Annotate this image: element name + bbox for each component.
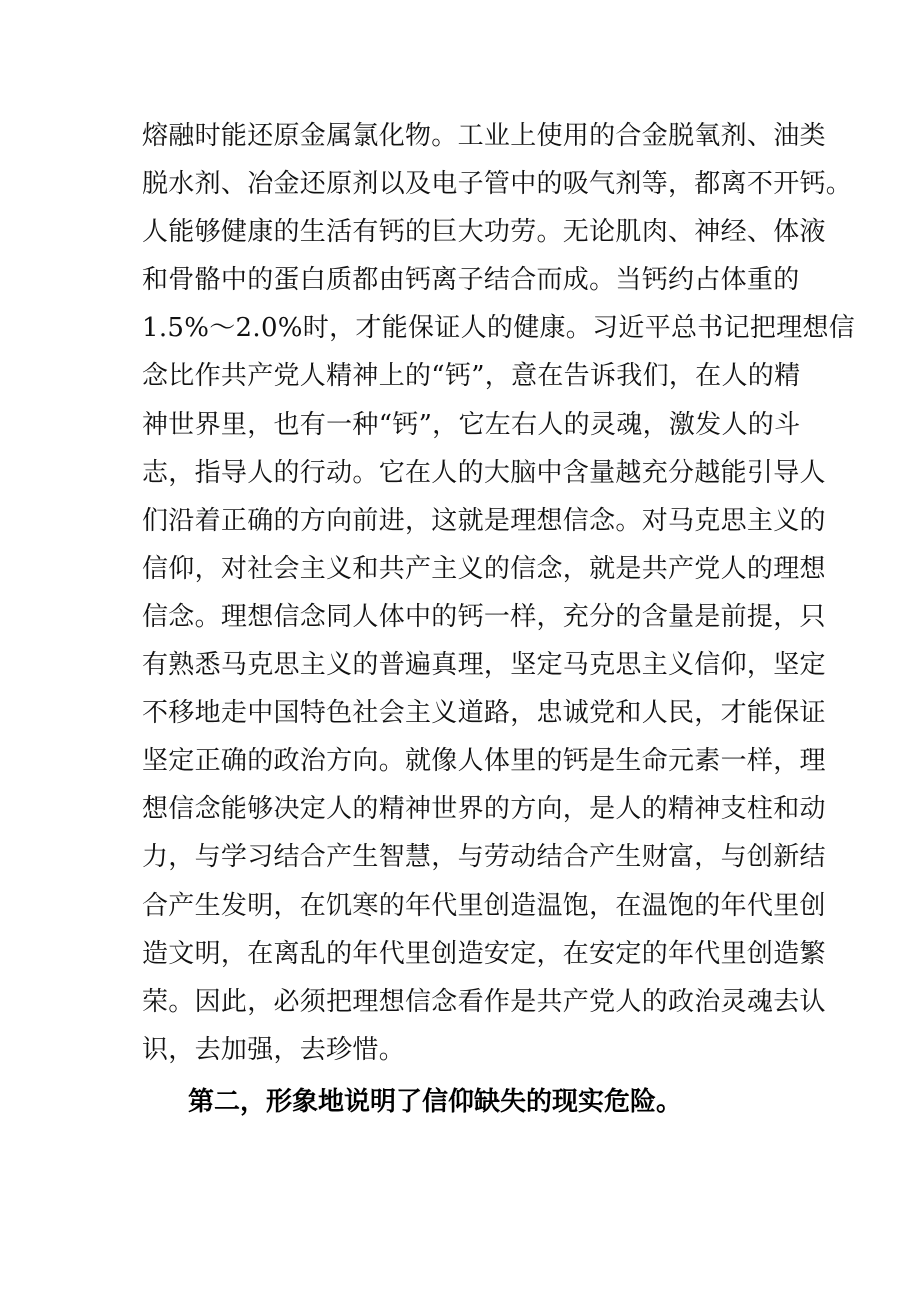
paragraph-line: 念比作共产党人精神上的“钙”，意在告诉我们，在人的精 xyxy=(142,361,801,392)
paragraph-line: 脱水剂、冶金还原剂以及电子管中的吸气剂等，都离不开钙。 xyxy=(142,169,853,200)
paragraph-line: 人能够健康的生活有钙的巨大功劳。无论肌肉、神经、体液 xyxy=(142,217,826,248)
paragraph-line: 力，与学习结合产生智慧，与劳动结合产生财富，与创新结 xyxy=(142,842,826,873)
paragraph-line: 荣。因此，必须把理想信念看作是共产党人的政治灵魂去认 xyxy=(142,986,826,1017)
paragraph-line: 志，指导人的行动。它在人的大脑中含量越充分越能引导人 xyxy=(142,457,826,488)
paragraph-line: 信仰，对社会主义和共产主义的信念，就是共产党人的理想 xyxy=(142,553,826,584)
paragraph-line: 不移地走中国特色社会主义道路，忠诚党和人民，才能保证 xyxy=(142,698,826,729)
section-heading: 第二，形象地说明了信仰缺失的现实危险。 xyxy=(188,1087,683,1117)
paragraph-line: 信念。理想信念同人体中的钙一样，充分的含量是前提，只 xyxy=(142,601,826,632)
paragraph-line: 有熟悉马克思主义的普遍真理，坚定马克思主义信仰，坚定 xyxy=(142,650,826,681)
paragraph-line: 想信念能够决定人的精神世界的方向，是人的精神支柱和动 xyxy=(142,794,826,825)
paragraph-line: 神世界里，也有一种“钙”，它左右人的灵魂，激发人的斗 xyxy=(142,409,801,440)
paragraph-line: 合产生发明，在饥寒的年代里创造温饱，在温饱的年代里创 xyxy=(142,890,826,921)
paragraph-line: 和骨骼中的蛋白质都由钙离子结合而成。当钙约占体重的 xyxy=(142,265,800,296)
paragraph-line: 识，去加强，去珍惜。 xyxy=(142,1034,406,1065)
paragraph-line: 1.5%～2.0%时，才能保证人的健康。习近平总书记把理想信 xyxy=(142,313,856,344)
body-paragraph xyxy=(142,112,856,1074)
paragraph-line: 熔融时能还原金属氯化物。工业上使用的合金脱氧剂、油类 xyxy=(142,121,826,151)
paragraph-line: 造文明，在离乱的年代里创造安定，在安定的年代里创造繁 xyxy=(142,938,826,969)
paragraph-line: 们沿着正确的方向前进，这就是理想信念。对马克思主义的 xyxy=(142,505,826,536)
paragraph-line: 坚定正确的政治方向。就像人体里的钙是生命元素一样，理 xyxy=(142,746,826,777)
